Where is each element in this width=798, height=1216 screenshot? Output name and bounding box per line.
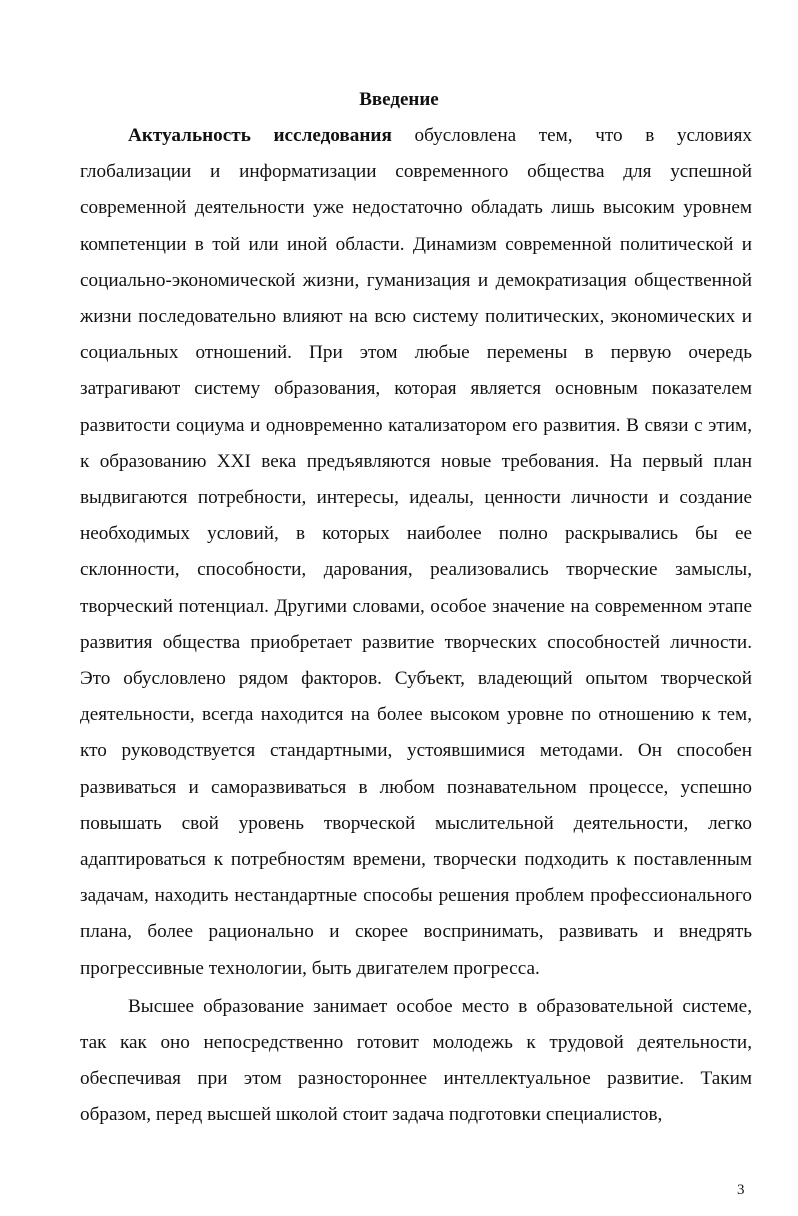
page-number: 3 xyxy=(737,1182,745,1198)
paragraph-1 xyxy=(80,118,752,987)
paragraph-1-lead: Актуальность исследования xyxy=(128,125,392,146)
section-title: Введение xyxy=(359,89,439,110)
body-text xyxy=(80,118,752,1134)
paragraph-1-text: обусловлена тем, что в условиях глобализации и информатизации современного общества для успешной современной деятельности уже недостаточно обладать лишь высоким уровнем компетенции в той или иной области. Динамизм современной политической и социально-экономической жизни, гуманизация и демократизация общественной жизни последовательно влияют на всю систему политических, экономических и социальных отношений. При этом любые перемены в первую очередь затрагивают систему образования, которая является основным показателем развитости социума и одновременно катализатором его развития. В связи с этим, к образованию XXI века предъявляются новые требования. На первый план выдвигаются потребности, интересы, идеалы, ценности личности и создание необходимых условий, в которых наиболее полно раскрывались бы ее склонности, способности, дарования, реализовались творческие замыслы, творческий потенциал. Другими словами, особое значение на современном этапе развития общества приобретает развитие творческих способностей личности. Это обусловлено рядом факторов. Субъект, владеющий опытом творческой деятельности, всегда находится на более высоком уровне по отношению к тем, кто руководствуется стандартными, устоявшимися методами. Он способен развиваться и саморазвиваться в любом познавательном процессе, успешно повышать свой уровень творческой мыслительной деятельности, легко адаптироваться к потребностям времени, творчески подходить к поставленным задачам, находить нестандартные способы решения проблем профессионального плана, более рационально и скорее воспринимать, развивать и внедрять прогрессивные технологии, быть двигателем прогресса. xyxy=(80,125,752,979)
paragraph-2-text: Высшее образование занимает особое место в образовательной системе, так как оно непосредственно готовит молодежь к трудовой деятельности, обеспечивая при этом разностороннее интеллектуальное развитие. Таким образом, перед высшей школой стоит задача подготовки специалистов, xyxy=(80,995,752,1126)
paragraph-2 xyxy=(80,989,752,1134)
